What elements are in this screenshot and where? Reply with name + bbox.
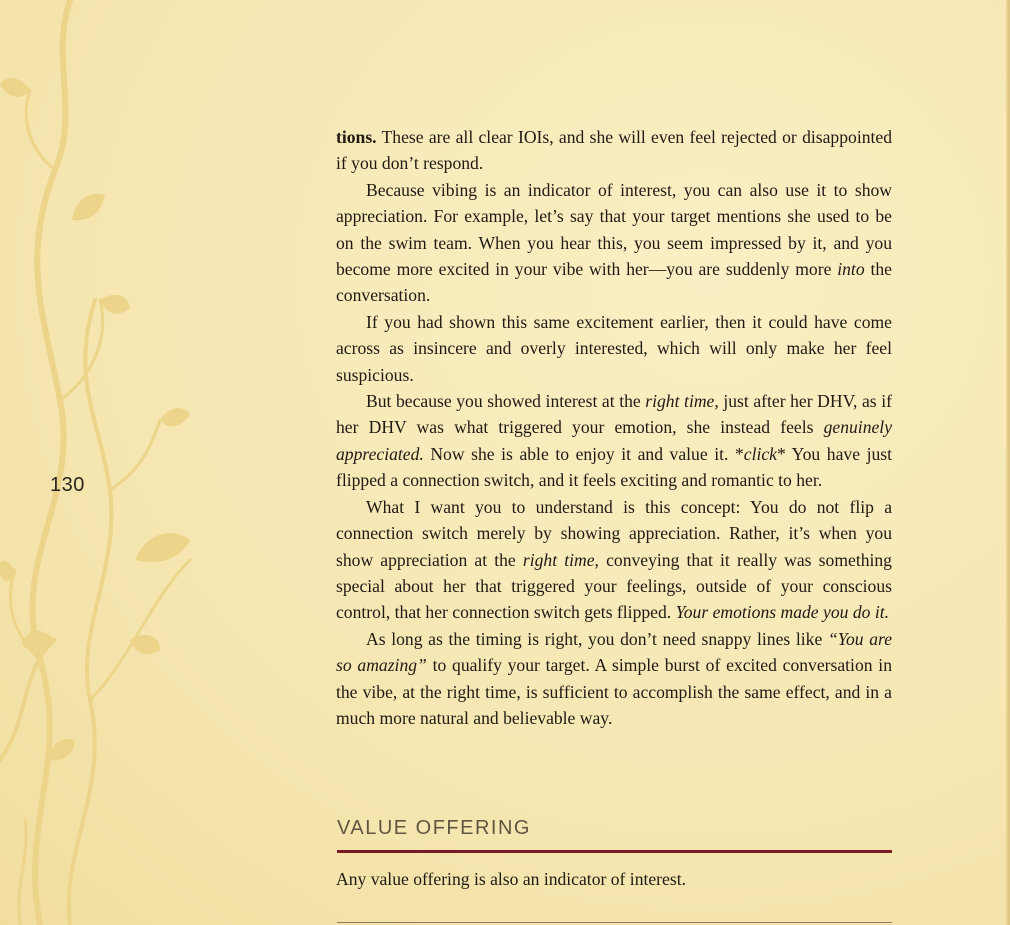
paragraph-4-text-2: just after her DHV, as if her DHV was what triggered your emotion, she instead feels — [336, 391, 892, 438]
paragraph-1 — [336, 124, 892, 177]
paragraph-5 — [336, 494, 892, 626]
page-number: 130 — [50, 474, 85, 496]
paragraph-4-text-1: But because you showed interest at the — [366, 391, 646, 412]
paragraph-1-text: These are all clear IOIs, and she will even feel rejected or disappointed if you don’t respond. — [336, 127, 892, 174]
paragraph-6 — [336, 626, 892, 732]
paragraph-2-italic: into — [837, 259, 865, 280]
paragraph-6-italic-1: “You are so amazing” — [336, 628, 893, 676]
paragraph-5-italic-1: right time, — [522, 549, 599, 570]
section-body-text: Any value offering is also an indicator of interest. — [336, 869, 686, 889]
paragraph-6-text-1: As long as the timing is right, you don’t need snappy lines like — [366, 628, 828, 649]
paragraph-4-italic-1: right time, — [645, 391, 719, 412]
paragraph-4 — [336, 388, 892, 494]
paragraph-3-text: If you had shown this same excitement earlier, then it could have come across as insincere and overly interested, which will only make her feel suspicious. — [336, 311, 892, 385]
paragraph-4-text-4: * You have just flipped a connection switch, and it feels exciting and romantic to her. — [336, 443, 892, 491]
paragraph-4-italic-2: genuinely appreciated. — [336, 417, 892, 464]
paragraph-4-italic-3: click — [743, 443, 777, 464]
bottom-divider — [337, 922, 892, 923]
section-heading: VALUE OFFERING — [337, 817, 892, 853]
paragraph-6-text-2: to qualify your target. A simple burst of excited conversation in the vibe, at the right time, is sufficient to accomplish the same effect, and in a much more natural and believable way. — [336, 655, 892, 728]
paragraph-2-text-after: the conversation. — [336, 259, 892, 306]
paragraph-3 — [336, 309, 892, 388]
paragraph-5-text-2: conveying that it really was something special about her that triggered your feelings, outside of your conscious control, that her connection switch gets flipped. — [336, 549, 892, 623]
paragraph-2-text: Because vibing is an indicator of interest, you can also use it to show appreciation. For example, let’s say that your target mentions she used to be on the swim team. When you hear this, you seem impressed by it, and you become more excited in your vibe with her—you are suddenly more — [336, 179, 892, 280]
paragraph-4-text-3: Now she is able to enjoy it and value it. * — [423, 443, 744, 464]
body-text — [336, 124, 892, 731]
decorative-vine-illustration — [0, 0, 230, 925]
paragraph-5-italic-2: Your emotions made you do it. — [675, 602, 889, 623]
paragraph-1-lead: tions. — [336, 127, 377, 147]
page-edge — [1006, 0, 1010, 925]
paragraph-2 — [336, 177, 892, 309]
paragraph-5-text-1: What I want you to understand is this concept: You do not flip a connection switch merely by showing appreciation. Rather, it’s when you show appreciation at the — [336, 496, 892, 570]
